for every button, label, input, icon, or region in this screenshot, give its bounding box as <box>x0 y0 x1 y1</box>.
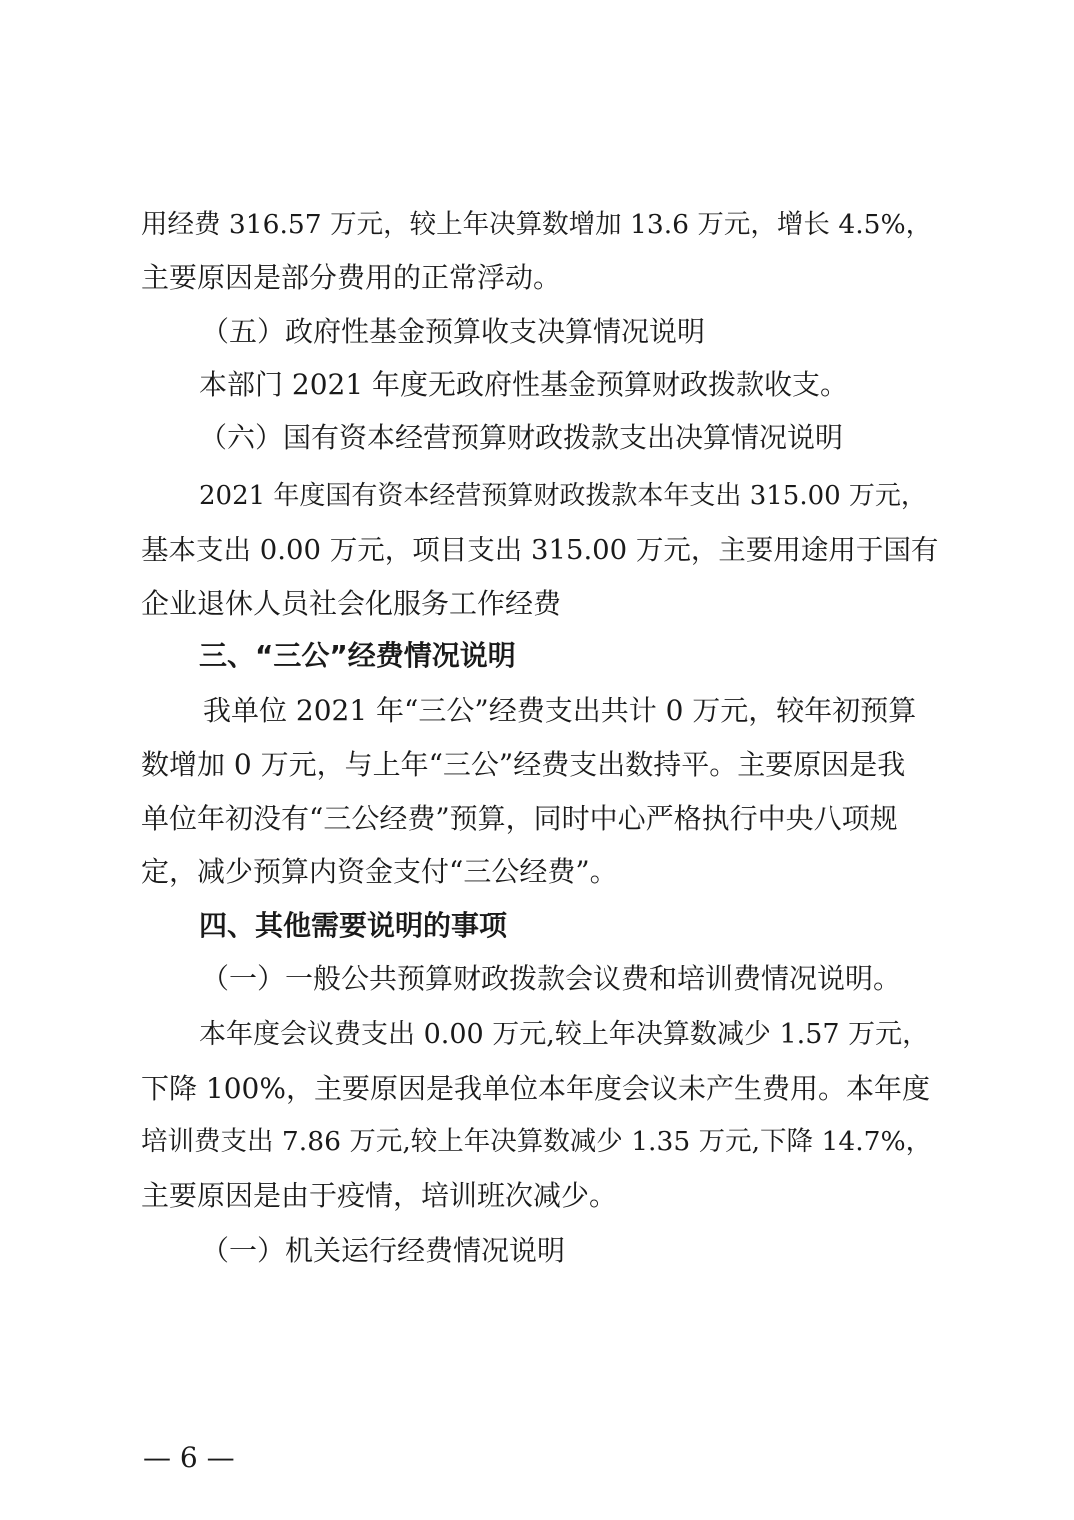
paragraph-line: 主要原因是部分费用的正常浮动。 <box>141 261 562 294</box>
paragraph-line: 用经费 316.57 万元，较上年决算数增加 13.6 万元，增长 4.5%， <box>141 209 933 240</box>
paragraph-line: 基本支出 0.00 万元，项目支出 315.00 万元，主要用途用于国有 <box>141 534 939 566</box>
paragraph-line: 数增加 0 万元，与上年“三公”经费支出数持平。主要原因是我 <box>141 748 906 781</box>
section-heading-6: （六）国有资本经营预算财政拨款支出决算情况说明 <box>199 421 844 454</box>
paragraph-line: 2021 年度国有资本经营预算财政拨款本年支出 315.00 万元， <box>199 481 927 511</box>
paragraph-line: 单位年初没有“三公经费”预算，同时中心严格执行中央八项规 <box>141 802 898 835</box>
section-heading-1b: （一）机关运行经费情况说明 <box>201 1234 566 1267</box>
chapter-heading-3: 三、“三公”经费情况说明 <box>199 639 516 672</box>
paragraph-line: 本年度会议费支出 0.00 万元,较上年决算数减少 1.57 万元， <box>199 1019 930 1050</box>
paragraph-line: 下降 100%，主要原因是我单位本年度会议未产生费用。本年度 <box>141 1072 930 1105</box>
paragraph-line: 定，减少预算内资金支付“三公经费”。 <box>141 855 618 888</box>
section-heading-1: （一）一般公共预算财政拨款会议费和培训费情况说明。 <box>201 962 902 995</box>
page-number: — 6 — <box>143 1441 235 1474</box>
paragraph-line: 培训费支出 7.86 万元,较上年决算数减少 1.35 万元,下降 14.7%， <box>141 1126 933 1157</box>
section-heading-5: （五）政府性基金预算收支决算情况说明 <box>201 315 706 348</box>
paragraph-line: 本部门 2021 年度无政府性基金预算财政拨款收支。 <box>199 368 849 401</box>
chapter-heading-4: 四、其他需要说明的事项 <box>199 909 508 942</box>
paragraph-line: 主要原因是由于疫情，培训班次减少。 <box>141 1179 618 1212</box>
paragraph-line: 企业退休人员社会化服务工作经费 <box>141 587 562 620</box>
paragraph-line: 我单位 2021 年“三公”经费支出共计 0 万元，较年初预算 <box>203 694 917 727</box>
